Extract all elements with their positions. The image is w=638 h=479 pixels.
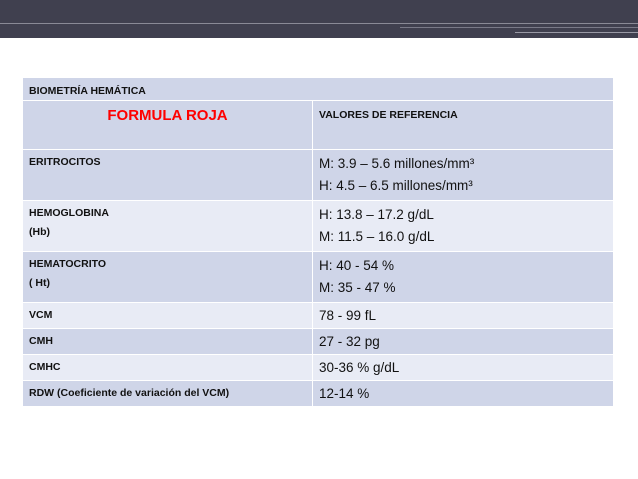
slide-top-bar [0,0,638,38]
table-title-row [23,78,614,101]
param-name: CMHC [29,361,61,373]
value-line: 78 - 99 fL [319,308,377,323]
value-line: 27 - 32 pg [319,334,380,349]
reference-values-heading: VALORES DE REFERENCIA [319,109,458,121]
value-cell [313,150,614,201]
value-cell [313,329,614,355]
param-name: HEMOGLOBINA [29,207,109,219]
param-cell [23,355,313,381]
table-title-cell [23,78,614,101]
param-name: VCM [29,309,53,321]
top-bar-stripe [400,27,638,28]
value-cell [313,355,614,381]
table-row-hematocrito [23,252,614,303]
value-cell [313,303,614,329]
table-row-hemoglobina [23,201,614,252]
top-bar-stripe [515,32,638,33]
param-cell [23,303,313,329]
param-cell [23,381,313,407]
table-row-rdw [23,381,614,407]
param-cell [23,329,313,355]
header-left-cell [23,101,313,150]
param-abbreviation: (Hb) [29,226,50,238]
table-row-vcm [23,303,614,329]
value-line: M: 35 - 47 % [319,280,396,295]
table-title: BIOMETRÍA HEMÁTICA [29,85,146,97]
value-cell [313,201,614,252]
value-line: M: 11.5 – 16.0 g/dL [319,229,435,244]
table-row-cmh [23,329,614,355]
table-row-cmhc [23,355,614,381]
param-name: RDW (Coeficiente de variación del VCM) [29,387,230,399]
value-line: 12-14 % [319,386,370,401]
reference-values-table [22,77,614,407]
value-line: 30-36 % g/dL [319,360,400,375]
value-line: H: 4.5 – 6.5 millones/mm³ [319,178,473,193]
param-cell [23,201,313,252]
top-bar-stripe [0,23,638,24]
value-line: H: 40 - 54 % [319,258,395,273]
value-cell [313,252,614,303]
table-row-eritrocitos [23,150,614,201]
table-header-row [23,101,614,150]
value-line: H: 13.8 – 17.2 g/dL [319,207,434,222]
header-right-cell [313,101,614,150]
param-name: HEMATOCRITO [29,258,107,270]
param-name: ERITROCITOS [29,156,101,168]
param-cell [23,150,313,201]
param-name: CMH [29,335,53,347]
value-line: M: 3.9 – 5.6 millones/mm³ [319,156,475,171]
value-cell [313,381,614,407]
formula-roja-heading: FORMULA ROJA [107,107,228,124]
param-abbreviation: ( Ht) [29,277,50,289]
param-cell [23,252,313,303]
